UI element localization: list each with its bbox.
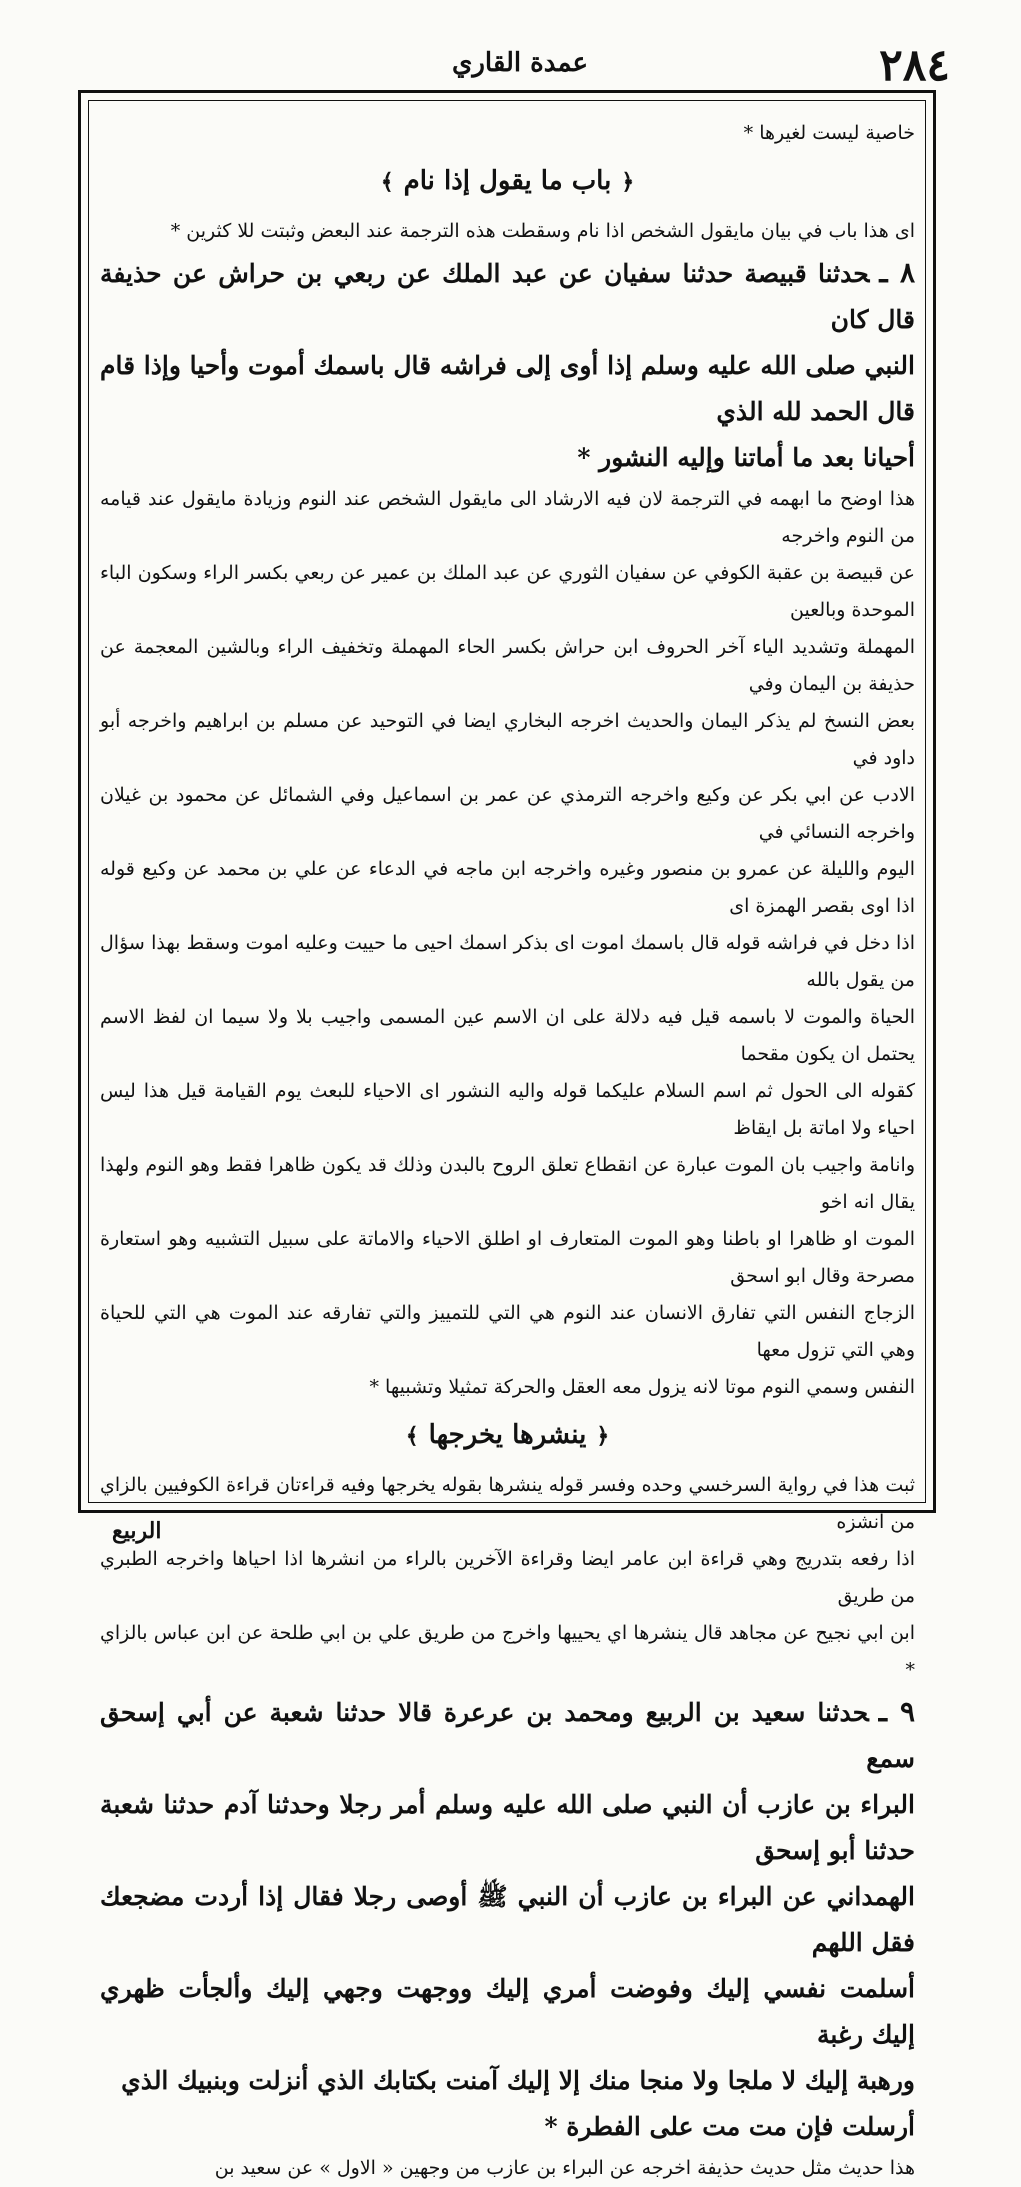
hadith-9 <box>100 1689 915 2150</box>
commentary-line: ابن ابي نجيح عن مجاهد قال ينشرها اي يحييها واخرج من طريق علي بن ابي طلحة عن ابن عباس بالزاي * <box>100 1622 915 1681</box>
commentary-2 <box>100 1467 915 1689</box>
hadith-8-line: النبي صلى الله عليه وسلم إذا أوى إلى فراشه قال باسمك أموت وأحيا وإذا قام قال الحمد لله الذي <box>100 351 915 426</box>
commentary-line: هذا اوضح ما ابهمه في الترجمة لان فيه الارشاد الى مايقول الشخص عند النوم وزيادة مايقول عند قيامه من النوم واخرجه <box>100 488 915 547</box>
hadith-8-line: أحيانا بعد ما أماتنا وإليه النشور * <box>577 443 915 472</box>
commentary-line: الزجاج النفس التي تفارق الانسان عند النوم هي التي للتمييز والتي تفارقه عند الموت هي التي للحياة وهي التي تزول معها <box>100 1302 915 1361</box>
commentary-line: ثبت هذا في رواية السرخسي وحده وفسر قوله ينشرها بقوله يخرجها وفيه قراءتان قراءة الكوفيين بالزاي من انشزه <box>100 1474 915 1533</box>
commentary-line: عن قبيصة بن عقبة الكوفي عن سفيان الثوري عن عبد الملك بن عمير عن ربعي بكسر الراء وسكون الباء الموحدة وبالعين <box>100 562 915 621</box>
commentary-line: الحياة والموت لا باسمه قيل فيه دلالة على ان الاسم عين المسمى واجيب بلا ولا سيما ان لفظ الاسم يحتمل ان يكون مقحما <box>100 1006 915 1065</box>
hadith-9-line: البراء بن عازب أن النبي صلى الله عليه وسلم أمر رجلا وحدثنا آدم حدثنا شعبة حدثنا أبو إسحق <box>100 1790 915 1865</box>
hadith-9-line: ورهبة إليك لا ملجا ولا منجا منك إلا إليك آمنت بكتابك الذي أنزلت وبنبيك الذي <box>121 2066 915 2095</box>
hadith-number: ٩ ـ <box>878 1695 915 1728</box>
commentary-line: اذا رفعه بتدريج وهي قراءة ابن عامر ايضا وقراءة الآخرين بالراء من انشرها اذا احياها واخرجه الطبري من طريق <box>100 1548 915 1607</box>
commentary-1 <box>100 481 915 1406</box>
intro-line: خاصية ليست لغيرها * <box>743 122 915 144</box>
hadith-9-line: أرسلت فإن مت مت على الفطرة * <box>544 2112 915 2141</box>
commentary-line: الموت او ظاهرا او باطنا وهو الموت المتعارف او اطلق الاحياء والاماتة على سبيل التشبيه وهو استعارة مصرحة وقال ابو اسحق <box>100 1228 915 1287</box>
hadith-8 <box>100 250 915 481</box>
commentary-line: كقوله الى الحول ثم اسم السلام عليكما قوله واليه النشور اى الاحياء للبعث يوم القيامة قيل هذا ليس احياء ولا اماتة بل ايقاظ <box>100 1080 915 1139</box>
running-title: عمدة القاري <box>452 48 588 78</box>
commentary-line: اليوم والليلة عن عمرو بن منصور وغيره واخرجه ابن ماجه في الدعاء عن علي بن محمد عن وكيع قوله اذا اوى بقصر الهمزة اى <box>100 858 915 917</box>
ornament-icon: ﴾ <box>405 1423 419 1449</box>
ornament-icon: ﴾ <box>380 169 394 195</box>
hadith-8-line: ٨ ـحدثنا قبيصة حدثنا سفيان عن عبد الملك عن ربعي بن حراش عن حذيفة قال كان <box>100 256 915 334</box>
page-number: ٢٨٤ <box>879 40 950 91</box>
chapter-heading-1 <box>100 158 915 205</box>
commentary-line: اذا دخل في فراشه قوله قال باسمك اموت اى بذكر اسمك احيى ما حييت وعليه اموت وسقط بهذا سؤال من يقول بالله <box>100 932 915 991</box>
page-body <box>100 115 915 2187</box>
ornament-icon: ﴿ <box>596 1423 610 1449</box>
hadith-number: ٨ ـ <box>879 256 915 289</box>
commentary-line: النفس وسمي النوم موتا لانه يزول معه العقل والحركة تمثيلا وتشبيها * <box>369 1376 915 1398</box>
catchword: الربيع <box>112 1518 162 1544</box>
chapter-title-1: باب ما يقول إذا نام <box>403 166 612 196</box>
commentary-line: وانامة واجيب بان الموت عبارة عن انقطاع تعلق الروح بالبدن وذلك قد يكون ظاهرا فقط وهو النوم ولهذا يقال انه اخو <box>100 1154 915 1213</box>
hadith-9-line: ٩ ـحدثنا سعيد بن الربيع ومحمد بن عرعرة قالا حدثنا شعبة عن أبي إسحق سمع <box>100 1695 915 1773</box>
commentary-line: الادب عن ابي بكر عن وكيع واخرجه الترمذي عن عمر بن اسماعيل وفي الشمائل عن محمود بن غيلان واخرجه النسائي في <box>100 784 915 843</box>
commentary-3: هذا حديث مثل حديث حذيفة اخرجه عن البراء بن عازب من وجهين « الاول » عن سعيد بن <box>214 2157 915 2179</box>
commentary-line: المهملة وتشديد الياء آخر الحروف ابن حراش بكسر الحاء المهملة وتخفيف الراء وبالشين المعجمة عن حذيفة بن اليمان وفي <box>100 636 916 695</box>
commentary-line: بعض النسخ لم يذكر اليمان والحديث اخرجه البخاري ايضا في التوحيد عن مسلم بن ابراهيم واخرجه أبو داود في <box>100 710 915 769</box>
hadith-9-line: أسلمت نفسي إليك وفوضت أمري إليك ووجهت وجهي إليك وألجأت ظهري إليك رغبة <box>100 1974 915 2049</box>
chapter-title-2: ينشرها يخرجها <box>428 1420 587 1450</box>
hadith-9-line: الهمداني عن البراء بن عازب أن النبي ﷺ أوصى رجلا فقال إذا أردت مضجعك فقل اللهم <box>100 1882 915 1957</box>
ornament-icon: ﴿ <box>621 169 635 195</box>
chapter-heading-2 <box>100 1412 915 1459</box>
chapter-explanation: اى هذا باب في بيان مايقول الشخص اذا نام وسقطت هذه الترجمة عند البعض وثبتت للا كثرين * <box>170 220 915 242</box>
page-header <box>90 40 950 90</box>
